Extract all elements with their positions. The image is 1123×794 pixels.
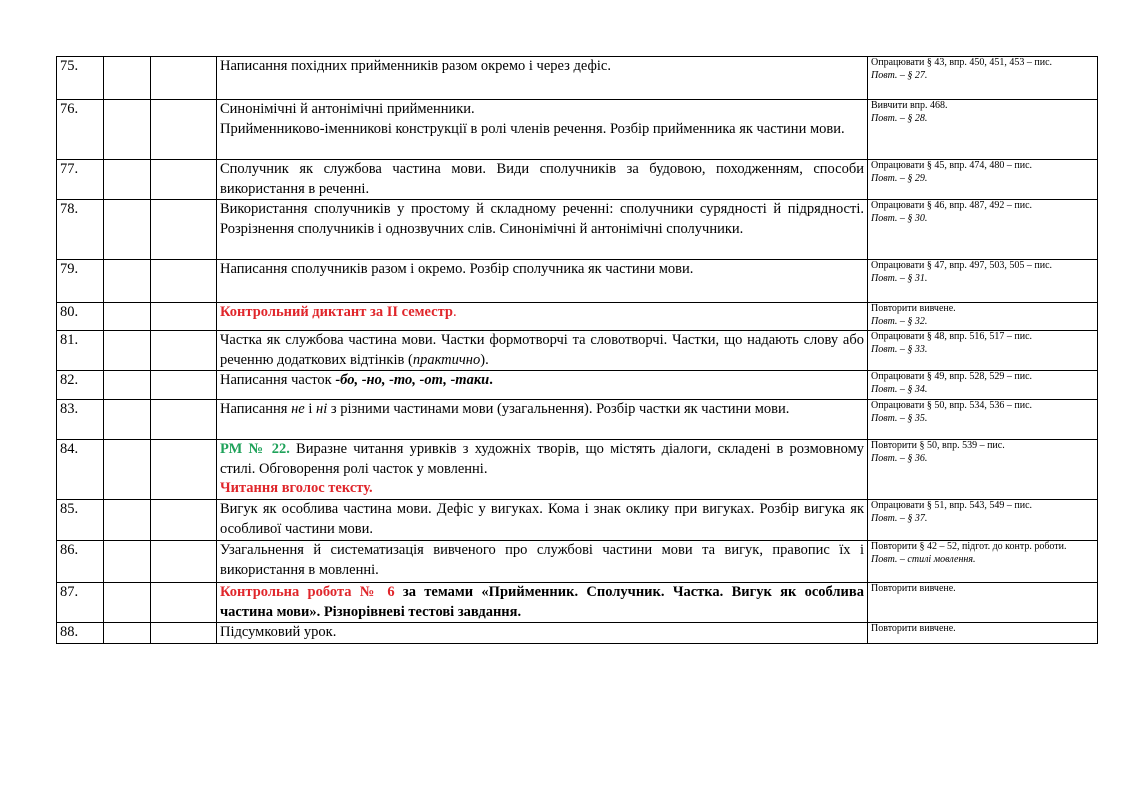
lesson-number: 77.: [57, 160, 104, 200]
homework-cell: [868, 331, 1098, 371]
date-cell: [104, 400, 151, 440]
homework-task: Опрацювати § 49, впр. 528, 529 – пис.: [871, 371, 1033, 382]
table-row: [57, 440, 1098, 500]
table-row: [57, 371, 1098, 400]
lesson-number: 79.: [57, 260, 104, 303]
homework-cell: [868, 100, 1098, 160]
lesson-plan-table: [56, 56, 1098, 644]
homework-repeat: Повт. – § 33.: [871, 343, 928, 355]
date-cell: [151, 440, 217, 500]
date-cell: [104, 331, 151, 371]
table-row: [57, 160, 1098, 200]
date-cell: [151, 623, 217, 644]
lesson-number: 84.: [57, 440, 104, 500]
date-cell: [151, 100, 217, 160]
date-cell: [151, 331, 217, 371]
lesson-topic: Сполучник як службова частина мови. Види сполучників за будовою, походженням, способи використання в реченні.: [217, 160, 868, 200]
homework-cell: [868, 303, 1098, 331]
homework-cell: [868, 200, 1098, 260]
homework-repeat: Повт. – § 35.: [871, 412, 928, 424]
homework-cell: [868, 160, 1098, 200]
homework-cell: [868, 260, 1098, 303]
homework-repeat: Повт. – § 29.: [871, 172, 928, 184]
table-row: [57, 200, 1098, 260]
lesson-topic-text: з різними частинами мови (узагальнення). Розбір частки як частини мови.: [327, 401, 790, 417]
table-row: [57, 100, 1098, 160]
date-cell: [151, 583, 217, 623]
lesson-topic-particles: -бо, -но, -то, -от, -таки: [335, 372, 490, 388]
lesson-number: 80.: [57, 303, 104, 331]
lesson-topic-text: за темами «Прийменник. Сполучник. Частка. Вигук як особлива частина мови». Різнорівневі тестові завдання.: [220, 584, 864, 620]
date-cell: [151, 57, 217, 100]
lesson-plan-page: [56, 56, 1097, 644]
lesson-topic: [217, 331, 868, 371]
date-cell: [151, 371, 217, 400]
homework-task: Опрацювати § 51, впр. 543, 549 – пис.: [871, 500, 1033, 511]
homework-cell: [868, 440, 1098, 500]
homework-repeat: Повт. – § 31.: [871, 272, 928, 284]
date-cell: [151, 500, 217, 541]
date-cell: [104, 371, 151, 400]
lesson-topic-text: .: [489, 372, 493, 388]
homework-cell: [868, 500, 1098, 541]
date-cell: [104, 541, 151, 583]
lesson-topic-text: Написання часток: [220, 372, 336, 388]
homework-task: Повторити вивчене.: [871, 583, 956, 594]
lesson-topic: Написання похідних прийменників разом окремо і через дефіс.: [217, 57, 868, 100]
lesson-topic: Використання сполучників у простому й складному реченні: сполучники сурядності й підрядності. Розрізнення сполучників і однозвучних слів. Синонімічні й антонімічні сполучники.: [217, 200, 868, 260]
homework-repeat: Повт. – § 36.: [871, 452, 928, 464]
lesson-topic: Вигук як особлива частина мови. Дефіс у вигуках. Кома і знак оклику при вигуках. Розбір вигука як особливої частини мови.: [217, 500, 868, 541]
homework-cell: [868, 371, 1098, 400]
homework-task: Опрацювати § 43, впр. 450, 451, 453 – пис.: [871, 57, 1053, 68]
homework-task: Повторити § 50, впр. 539 – пис.: [871, 440, 1005, 451]
lesson-topic: [217, 100, 868, 160]
homework-cell: [868, 583, 1098, 623]
lesson-topic: Підсумковий урок.: [217, 623, 868, 644]
lesson-topic-italic: ні: [316, 401, 328, 417]
homework-task: Опрацювати § 50, впр. 534, 536 – пис.: [871, 400, 1033, 411]
date-cell: [104, 100, 151, 160]
control-dictation-label: Контрольний диктант за ІІ семестр: [220, 304, 453, 320]
homework-repeat: Повт. – § 27.: [871, 69, 928, 81]
date-cell: [104, 623, 151, 644]
homework-task: Опрацювати § 45, впр. 474, 480 – пис.: [871, 160, 1033, 171]
homework-repeat: Повт. – § 34.: [871, 383, 928, 395]
homework-repeat: Повт. – § 32.: [871, 315, 928, 327]
homework-cell: [868, 400, 1098, 440]
lesson-topic-text: ).: [480, 351, 489, 368]
homework-repeat: Повт. – § 37.: [871, 512, 928, 524]
homework-task: Опрацювати § 46, впр. 487, 492 – пис.: [871, 200, 1033, 211]
date-cell: [151, 200, 217, 260]
lesson-topic-tail: .: [452, 304, 457, 320]
homework-task: Вивчити впр. 468.: [871, 100, 948, 111]
lesson-topic-line: Синонімічні й антонімічні прийменники.: [220, 101, 475, 117]
control-work-label: Контрольна робота № 6: [220, 584, 395, 600]
lesson-topic: Написання сполучників разом і окремо. Розбір сполучника як частини мови.: [217, 260, 868, 303]
lesson-number: 75.: [57, 57, 104, 100]
homework-cell: [868, 57, 1098, 100]
date-cell: [104, 260, 151, 303]
table-row: [57, 260, 1098, 303]
date-cell: [151, 160, 217, 200]
table-row: [57, 541, 1098, 583]
homework-repeat: Повт. – стилі мовлення.: [871, 553, 976, 565]
homework-repeat: Повт. – § 30.: [871, 212, 928, 224]
date-cell: [104, 57, 151, 100]
date-cell: [104, 583, 151, 623]
lesson-topic: [217, 583, 868, 623]
date-cell: [104, 303, 151, 331]
date-cell: [104, 440, 151, 500]
table-row: [57, 500, 1098, 541]
lesson-topic-italic: практично: [412, 351, 481, 368]
homework-repeat: Повт. – § 28.: [871, 112, 928, 124]
lesson-number: 83.: [57, 400, 104, 440]
homework-task: Повторити § 42 – 52, підгот. до контр. роботи.: [871, 541, 1067, 552]
homework-cell: [868, 541, 1098, 583]
lesson-topic: [217, 440, 868, 500]
lesson-topic-text: і: [304, 401, 317, 417]
speech-development-label: РМ № 22.: [220, 441, 290, 457]
lesson-topic: Узагальнення й систематизація вивченого про службові частини мови та вигук, правопис їх і використання в мовленні.: [217, 541, 868, 583]
date-cell: [151, 400, 217, 440]
homework-task: Повторити вивчене.: [871, 303, 956, 314]
homework-cell: [868, 623, 1098, 644]
lesson-topic: [217, 371, 868, 400]
lesson-number: 85.: [57, 500, 104, 541]
lesson-topic-text: Частка як службова частина мови. Частки формотворчі та словотворчі. Частки, що надають слову або реченню додаткових відтінків (: [220, 332, 864, 368]
table-row: [57, 400, 1098, 440]
date-cell: [151, 303, 217, 331]
table-row: [57, 583, 1098, 623]
lesson-number: 82.: [57, 371, 104, 400]
table-row: [57, 57, 1098, 100]
date-cell: [104, 500, 151, 541]
lesson-topic: [217, 303, 868, 331]
lesson-topic-italic: не: [291, 401, 305, 417]
homework-task: Повторити вивчене.: [871, 623, 956, 634]
lesson-number: 88.: [57, 623, 104, 644]
lesson-number: 78.: [57, 200, 104, 260]
lesson-topic-line: Прийменниково-іменникові конструкції в ролі членів речення. Розбір прийменника як частини мови.: [220, 120, 845, 137]
lesson-topic-line: [220, 440, 864, 479]
date-cell: [104, 160, 151, 200]
date-cell: [151, 541, 217, 583]
date-cell: [151, 260, 217, 303]
lesson-number: 86.: [57, 541, 104, 583]
lesson-number: 87.: [57, 583, 104, 623]
lesson-topic-text: Написання: [220, 401, 292, 417]
date-cell: [104, 200, 151, 260]
lesson-number: 76.: [57, 100, 104, 160]
homework-task: Опрацювати § 48, впр. 516, 517 – пис.: [871, 331, 1033, 342]
table-row: [57, 623, 1098, 644]
lesson-topic: [217, 400, 868, 440]
table-row: [57, 331, 1098, 371]
lesson-number: 81.: [57, 331, 104, 371]
table-row: [57, 303, 1098, 331]
reading-aloud-label: Читання вголос тексту.: [220, 480, 373, 496]
homework-task: Опрацювати § 47, впр. 497, 503, 505 – пис.: [871, 260, 1053, 271]
lesson-topic-text: Виразне читання уривків з художніх творів, що містять діалоги, складені в розмовному стилі. Обговорення ролі часток у мовленні.: [220, 441, 864, 477]
